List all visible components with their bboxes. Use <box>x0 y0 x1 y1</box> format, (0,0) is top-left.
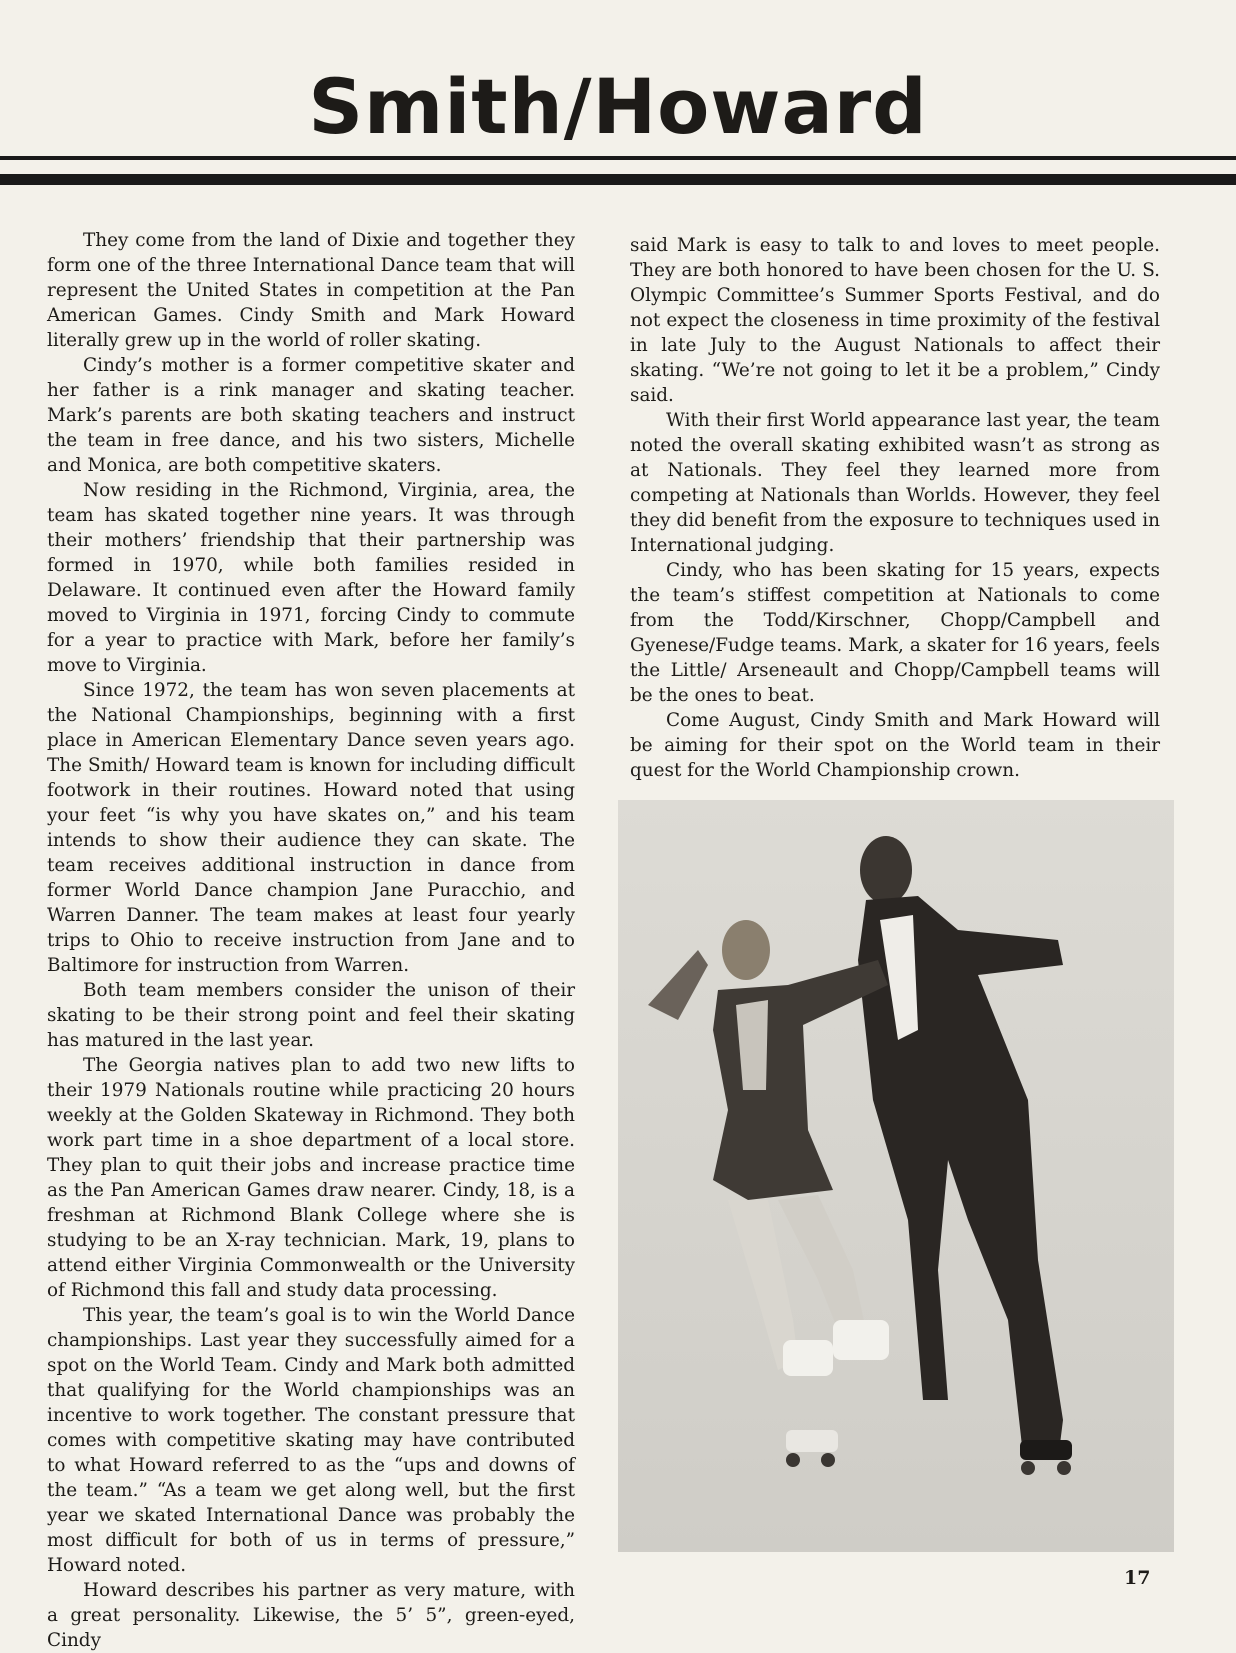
left-text-column <box>47 228 575 1653</box>
paragraph: Come August, Cindy Smith and Mark Howard will be aiming for their spot on the World team in their quest for the World Championship crown. <box>630 710 1160 781</box>
paragraph: They come from the land of Dixie and together they form one of the three International Dance team that will represent the United States in competition at the Pan American Games. Cindy Smith and Mark Howard literally grew up in the world of roller skating. <box>47 230 575 351</box>
photo-illustration <box>618 800 1174 1552</box>
paragraph: The Georgia natives plan to add two new lifts to their 1979 Nationals routine while practicing 20 hours weekly at the Golden Skateway in Richmond. They both work part time in a shoe department of a local store. They plan to quit their jobs and increase practice time as the Pan American Games draw nearer. Cindy, 18, is a freshman at Richmond Blank College where she is studying to be an X-ray technician. Mark, 19, plans to attend either Virginia Commonwealth or the University of Richmond this fall and study data processing. <box>47 1055 575 1301</box>
title-rule-thin <box>0 156 1236 160</box>
skating-pair-photo <box>618 800 1174 1552</box>
paragraph: Cindy’s mother is a former competitive skater and her father is a rink manager and skating teacher. Mark’s parents are both skating teachers and instruct the team in free dance, and his two sisters, Michelle and Monica, are both competitive skaters. <box>47 355 575 476</box>
paragraph-continuation: said Mark is easy to talk to and loves to meet people. They are both honored to have been chosen for the U. S. Olympic Committee’s Summer Sports Festival, and do not expect the closeness in time proximity of the festival in late July to the August Nationals to affect their skating. “We’re not going to let it be a problem,” Cindy said. <box>630 235 1160 406</box>
title-rule-thick <box>0 174 1236 185</box>
paragraph: Both team members consider the unison of their skating to be their strong point and feel their skating has matured in the last year. <box>47 980 575 1051</box>
right-text-column <box>630 233 1160 783</box>
paragraph: This year, the team’s goal is to win the World Dance championships. Last year they successfully aimed for a spot on the World Team. Cindy and Mark both admitted that qualifying for the World championships was an incentive to work together. The constant pressure that comes with competitive skating may have contributed to what Howard referred to as the “ups and downs of the team.” “As a team we get along well, but the first year we skated International Dance was probably the most difficult for both of us in terms of pressure,” Howard noted. <box>47 1305 575 1576</box>
paragraph: With their first World appearance last year, the team noted the overall skating exhibited wasn’t as strong as at Nationals. They feel they learned more from competing at Nationals than Worlds. However, they feel they did benefit from the exposure to techniques used in International judging. <box>630 410 1160 556</box>
paragraph: Howard describes his partner as very mature, with a great personality. Likewise, the 5’ 5”, green-eyed, Cindy <box>47 1580 575 1651</box>
paragraph: Now residing in the Richmond, Virginia, area, the team has skated together nine years. It was through their mothers’ friendship that their partnership was formed in 1970, while both families resided in Delaware. It continued even after the Howard family moved to Virginia in 1971, forcing Cindy to commute for a year to practice with Mark, before her family’s move to Virginia. <box>47 480 575 676</box>
page-number: 17 <box>1124 1567 1151 1589</box>
paragraph: Cindy, who has been skating for 15 years, expects the team’s stiffest competition at Nationals to come from the Todd/Kirschner, Chopp/Campbell and Gyenese/Fudge teams. Mark, a skater for 16 years, feels the Little/ Arseneault and Chopp/Campbell teams will be the ones to beat. <box>630 560 1160 706</box>
article-title: Smith/Howard <box>308 62 928 151</box>
paragraph: Since 1972, the team has won seven placements at the National Championships, beginning with a first place in American Elementary Dance seven years ago. The Smith/ Howard team is known for including difficult footwork in their routines. Howard noted that using your feet “is why you have skates on,” and his team intends to show their audience they can skate. The team receives additional instruction in dance from former World Dance champion Jane Puracchio, and Warren Danner. The team makes at least four yearly trips to Ohio to receive instruction from Jane and to Baltimore for instruction from Warren. <box>47 680 575 976</box>
